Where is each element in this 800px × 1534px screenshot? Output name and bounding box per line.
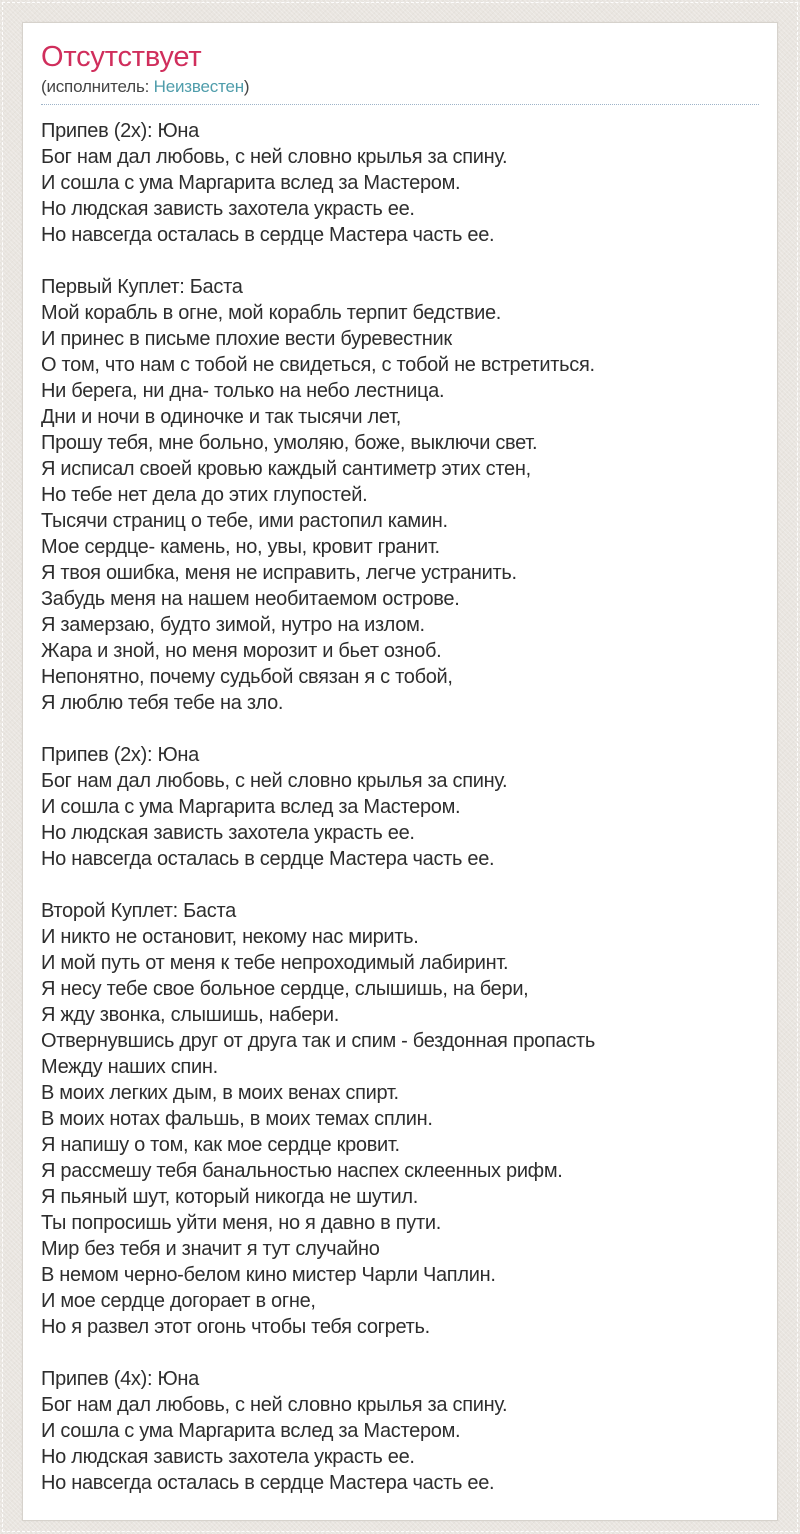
lyric-line: Я рассмешу тебя банальностью наспех склеенных рифм.	[41, 1160, 563, 1183]
lyric-line: Я несу тебе свое больное сердце, слышишь, на бери,	[41, 978, 529, 1001]
stanza	[41, 274, 759, 716]
lyric-line: Прошу тебя, мне больно, умоляю, боже, выключи свет.	[41, 432, 538, 455]
lyric-line: Но навсегда осталась в сердце Мастера часть ее.	[41, 1472, 495, 1495]
stanza	[41, 118, 759, 248]
stanza	[41, 742, 759, 872]
lyric-line: В немом черно-белом кино мистер Чарли Чаплин.	[41, 1264, 496, 1287]
lyric-line: И сошла с ума Маргарита вслед за Мастером.	[41, 172, 461, 195]
lyric-line: Но навсегда осталась в сердце Мастера часть ее.	[41, 224, 495, 247]
lyric-line: Забудь меня на нашем необитаемом острове.	[41, 588, 460, 611]
lyric-line: Мой корабль в огне, мой корабль терпит бедствие.	[41, 302, 502, 325]
lyric-line: Между наших спин.	[41, 1056, 218, 1079]
lyric-line: Но навсегда осталась в сердце Мастера часть ее.	[41, 848, 495, 871]
lyric-line: Припев (4x): Юна	[41, 1368, 199, 1391]
lyrics-card-content	[23, 23, 777, 1520]
lyric-line: Я твоя ошибка, меня не исправить, легче устранить.	[41, 562, 517, 585]
lyric-line: И мое сердце догорает в огне,	[41, 1290, 316, 1313]
lyric-line: Мир без тебя и значит я тут случайно	[41, 1238, 380, 1261]
lyric-line: В моих нотах фальшь, в моих темах сплин.	[41, 1108, 433, 1131]
song-title: Отсутствует	[41, 41, 202, 73]
stanza	[41, 898, 759, 1340]
lyric-line: Я жду звонка, слышишь, набери.	[41, 1004, 339, 1027]
lyric-line: И принес в письме плохие вести буревестник	[41, 328, 452, 351]
lyric-line: Бог нам дал любовь, с ней словно крылья за спину.	[41, 770, 508, 793]
lyric-line: Но людская зависть захотела украсть ее.	[41, 822, 415, 845]
lyric-line: И сошла с ума Маргарита вслед за Мастером.	[41, 796, 461, 819]
lyric-line: Я исписал своей кровью каждый сантиметр этих стен,	[41, 458, 531, 481]
lyric-line: Второй Куплет: Баста	[41, 900, 236, 923]
lyric-line: Дни и ночи в одиночке и так тысячи лет,	[41, 406, 401, 429]
lyrics-card	[22, 22, 778, 1521]
lyric-line: Но людская зависть захотела украсть ее.	[41, 198, 415, 221]
artist-label-prefix: (исполнитель:	[41, 77, 154, 97]
lyric-line: Я пьяный шут, который никогда не шутил.	[41, 1186, 418, 1209]
lyric-line: Но людская зависть захотела украсть ее.	[41, 1446, 415, 1469]
lyric-line: Мое сердце- камень, но, увы, кровит гранит.	[41, 536, 440, 559]
artist-row	[41, 76, 759, 105]
lyric-line: Но я развел этот огонь чтобы тебя согреть.	[41, 1316, 430, 1339]
lyric-line: Припев (2x): Юна	[41, 120, 199, 143]
lyric-line: Отвернувшись друг от друга так и спим - бездонная пропасть	[41, 1030, 596, 1053]
lyric-line: Ни берега, ни дна- только на небо лестница.	[41, 380, 445, 403]
lyric-line: Я замерзаю, будто зимой, нутро на излом.	[41, 614, 425, 637]
lyric-line: О том, что нам с тобой не свидеться, с тобой не встретиться.	[41, 354, 595, 377]
lyric-line: Припев (2x): Юна	[41, 744, 199, 767]
lyric-line: Тысячи страниц о тебе, ими растопил камин.	[41, 510, 448, 533]
lyric-line: Но тебе нет дела до этих глупостей.	[41, 484, 368, 507]
lyric-line: И никто не остановит, некому нас мирить.	[41, 926, 419, 949]
lyric-line: Непонятно, почему судьбой связан я с тобой,	[41, 666, 453, 689]
stanza	[41, 1366, 759, 1496]
lyric-line: В моих легких дым, в моих венах спирт.	[41, 1082, 399, 1105]
lyric-line: Жара и зной, но меня морозит и бьет озноб.	[41, 640, 442, 663]
lyric-line: Я люблю тебя тебе на зло.	[41, 692, 284, 715]
artist-link[interactable]: Неизвестен	[153, 77, 244, 97]
lyric-line: И сошла с ума Маргарита вслед за Мастером.	[41, 1420, 461, 1443]
lyric-line: И мой путь от меня к тебе непроходимый лабиринт.	[41, 952, 509, 975]
lyric-line: Бог нам дал любовь, с ней словно крылья за спину.	[41, 146, 508, 169]
lyric-line: Ты попросишь уйти меня, но я давно в пути.	[41, 1212, 441, 1235]
artist-label-suffix: )	[243, 77, 250, 97]
lyric-line: Я напишу о том, как мое сердце кровит.	[41, 1134, 400, 1157]
lyric-line: Бог нам дал любовь, с ней словно крылья за спину.	[41, 1394, 508, 1417]
lyric-line: Первый Куплет: Баста	[41, 276, 243, 299]
lyrics	[41, 118, 759, 1496]
